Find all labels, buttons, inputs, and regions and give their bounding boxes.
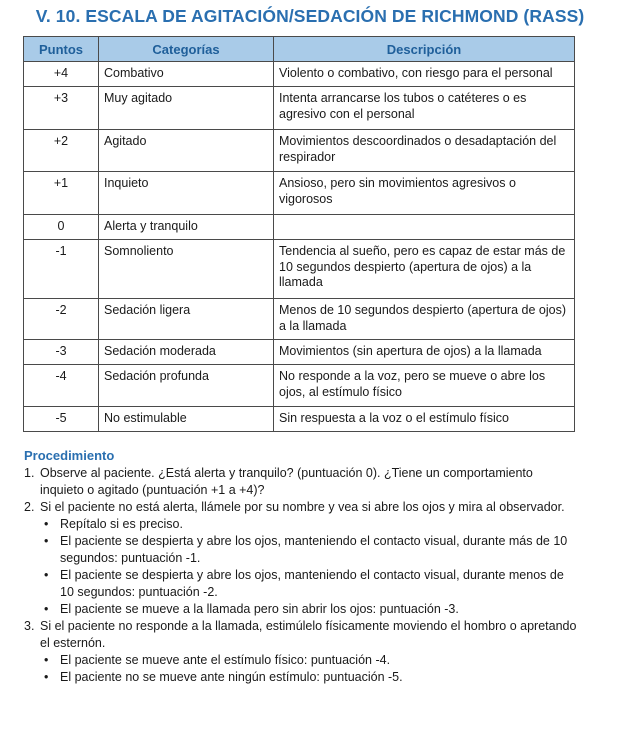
puntos-cell: 0 [24, 215, 99, 240]
puntos-cell: +3 [24, 87, 99, 130]
table-row [24, 365, 575, 407]
puntos-cell: +2 [24, 130, 99, 172]
step-number: 2. [24, 500, 35, 514]
categoria-cell: Agitado [99, 130, 274, 172]
bullet-text: El paciente se mueve a la llamada pero sin abrir los ojos: puntuación -3. [60, 602, 459, 616]
descripcion-cell: No responde a la voz, pero se mueve o abre los ojos, al estímulo físico [274, 365, 575, 407]
table-header-row [24, 37, 575, 62]
puntos-cell: -5 [24, 407, 99, 432]
procedure-step [24, 465, 580, 499]
table-row [24, 240, 575, 299]
list-item [24, 533, 580, 567]
descripcion-cell: Tendencia al sueño, pero es capaz de estar más de 10 segundos despierto (apertura de ojos) a la llamada [274, 240, 575, 299]
table-row [24, 299, 575, 340]
descripcion-cell: Ansioso, pero sin movimientos agresivos o vigorosos [274, 172, 575, 215]
bullet-icon: • [44, 534, 49, 548]
categoria-cell: Alerta y tranquilo [99, 215, 274, 240]
descripcion-cell [274, 215, 575, 240]
procedure-heading: Procedimiento [24, 448, 115, 463]
column-header-puntos: Puntos [24, 37, 99, 62]
bullet-text: El paciente se mueve ante el estímulo físico: puntuación -4. [60, 653, 391, 667]
step-text: Si el paciente no responde a la llamada, estimúlelo físicamente moviendo el hombro o apretando el esternón. [40, 619, 577, 650]
descripcion-cell: Intenta arrancarse los tubos o catéteres o es agresivo con el personal [274, 87, 575, 130]
categoria-cell: Sedación ligera [99, 299, 274, 340]
step-number: 1. [24, 466, 35, 480]
table-row [24, 215, 575, 240]
bullet-text: Repítalo si es preciso. [60, 517, 183, 531]
step-number: 3. [24, 619, 35, 633]
column-header-descripcion: Descripción [274, 37, 575, 62]
bullet-icon: • [44, 602, 49, 616]
table-row [24, 87, 575, 130]
puntos-cell: -1 [24, 240, 99, 299]
table-row [24, 172, 575, 215]
bullet-text: El paciente no se mueve ante ningún estímulo: puntuación -5. [60, 670, 403, 684]
procedure-step [24, 618, 580, 652]
puntos-cell: +1 [24, 172, 99, 215]
descripcion-cell: Sin respuesta a la voz o el estímulo físico [274, 407, 575, 432]
descripcion-cell: Menos de 10 segundos despierto (apertura de ojos) a la llamada [274, 299, 575, 340]
bullet-text: El paciente se despierta y abre los ojos, manteniendo el contacto visual, durante menos de 10 segundos: puntuación -2. [60, 568, 564, 599]
bullet-icon: • [44, 653, 49, 667]
bullet-icon: • [44, 568, 49, 582]
puntos-cell: +4 [24, 62, 99, 87]
categoria-cell: Inquieto [99, 172, 274, 215]
bullet-icon: • [44, 670, 49, 684]
categoria-cell: Sedación moderada [99, 340, 274, 365]
list-item [24, 669, 580, 686]
table-row [24, 407, 575, 432]
step-text: Si el paciente no está alerta, llámele por su nombre y vea si abre los ojos y mira al observador. [40, 500, 565, 514]
bullet-icon: • [44, 517, 49, 531]
rass-table [23, 36, 575, 432]
list-item [24, 652, 580, 669]
column-header-categorias: Categorías [99, 37, 274, 62]
procedure-step [24, 499, 580, 516]
bullet-text: El paciente se despierta y abre los ojos, manteniendo el contacto visual, durante más de 10 segundos: puntuación -1. [60, 534, 568, 565]
categoria-cell: Somnoliento [99, 240, 274, 299]
categoria-cell: Muy agitado [99, 87, 274, 130]
puntos-cell: -3 [24, 340, 99, 365]
categoria-cell: No estimulable [99, 407, 274, 432]
descripcion-cell: Movimientos (sin apertura de ojos) a la llamada [274, 340, 575, 365]
step-text: Observe al paciente. ¿Está alerta y tranquilo? (puntuación 0). ¿Tiene un comportamiento inquieto o agitado (puntuación +1 a +4)? [40, 466, 533, 497]
list-item [24, 516, 580, 533]
descripcion-cell: Movimientos descoordinados o desadaptación del respirador [274, 130, 575, 172]
categoria-cell: Combativo [99, 62, 274, 87]
procedure-list [24, 465, 580, 686]
page-title: V. 10. ESCALA DE AGITACIÓN/SEDACIÓN DE RICHMOND (RASS) [35, 6, 585, 26]
puntos-cell: -4 [24, 365, 99, 407]
table-row [24, 130, 575, 172]
categoria-cell: Sedación profunda [99, 365, 274, 407]
descripcion-cell: Violento o combativo, con riesgo para el personal [274, 62, 575, 87]
puntos-cell: -2 [24, 299, 99, 340]
list-item [24, 567, 580, 601]
table-row [24, 340, 575, 365]
table-row [24, 62, 575, 87]
list-item [24, 601, 580, 618]
